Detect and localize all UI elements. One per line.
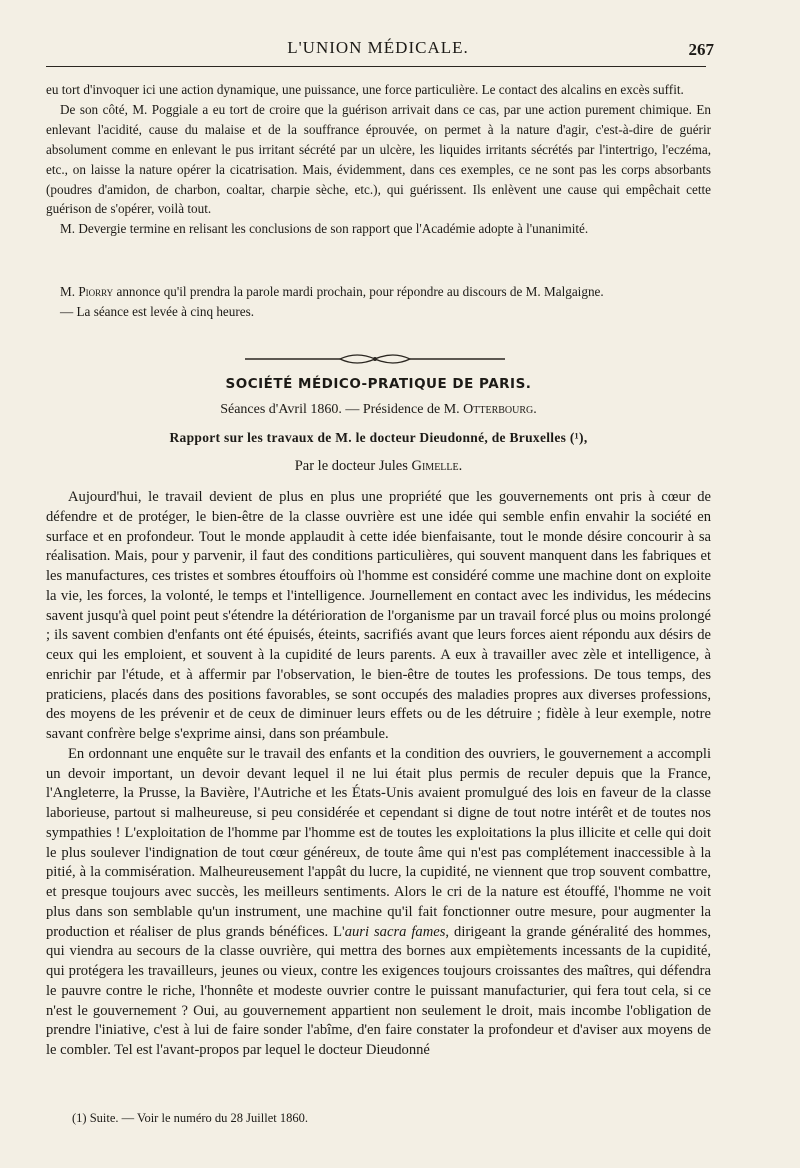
paragraph: eu tort d'invoquer ici une action dynamique, une puissance, une force particulière. Le contact des alcalins en excès suffit. — [46, 82, 684, 97]
president-name: Otterbourg — [463, 402, 534, 417]
paragraph: En ordonnant une enquête sur le travail des enfants et la condition des ouvriers, le gouvernement a accompli un devoir important, un devoir devant lequel il ne lui était plus permis de reculer depuis que la France, l'Angleterre, la Prusse, la Bavière, l'Autriche et les États-Unis avaient promulgué des lois en faveur de la classe laborieuse, partout si malheureuse, si peu considérée et cependant si digne de tout notre intérêt et de toutes nos sympathies ! L'exploitation de l'homme par l'homme est de toutes les exploitations la plus illicite et celle qui doit le plus soulever l'indignation de tout cœur généreux, de toute âme qui n'est pas complétement inaccessible à la pitié, à la commisération. Malheureusement l'appât du lucre, la cupidité, ne viennent que trop souvent combattre, et presque toujours avec succès, les meilleurs sentiments. Alors le cri de la nature est étouffé, l'homme ne voit plus dans son semblable qu'un instrument, une machine qu'il fait fonctionner outre mesure, pour augmenter la production et réaliser de plus grands bénéfices. L'auri sacra fames, dirigeant la grande généralité des hommes, qui viendra au secours de la classe ouvrière, qui mettra des bornes aux empiètements incessants de la cupidité, qui protégera les travailleurs, jeunes ou vieux, contre les exigences toujours croissantes des maîtres, qui défendra le pauvre contre le riche, l'honnête et modeste ouvrier contre le puissant manufacturier, qui fera tout cela, si ce n'est le gouvernement ? Oui, au gouvernement appartient non seulement le droit, mais incombe l'obligation de prendre l'iniative, c'est à lui de faire sonder l'abîme, d'en faire constater la profondeur et d'aviser aux moyens de le combler. Tel est l'avant-propos par lequel le docteur Dieudonné — [46, 745, 711, 1058]
paragraph: Aujourd'hui, le travail devient de plus en plus une propriété que les gouvernements ont pris à cœur de défendre et de protéger, le bien-être de la classe ouvrière est une idée qui semble enfin envahir la société en surface et en profondeur. Tout le monde applaudit à cette idée bienfaisante, tout le monde désire concourir à sa réalisation. Mais, pour y parvenir, il faut des conditions particulières, qui souvent manquent dans les fabriques et les manufactures, ces tristes et sombres étouffoirs où l'homme est considéré comme une machine dont on exploite la vie, les forces, la volonté, le temps et l'intelligence. Journellement en contact avec les individus, les médecins savent jusqu'à quel point peut s'étendre la détérioration de l'organisme par un travail forcé plus ou moins prolongé ; ils savent combien d'enfants ont été épuisés, éteints, sacrifiés avant que leurs forces aient répondu aux désirs de ceux qui les emploient, et souvent à la cupidité de leurs parents. A eux à travailler avec zèle et intelligence, à enrichir par l'étude, et à affermir par l'observation, le bien-être de toutes les professions. De tous temps, des praticiens, placés dans des positions favorables, se sont occupés des maladies propres aux diverses professions, des moyens de les prévenir et de ceux de diminuer leurs effets ou de les détruire ; fidèle à leur exemple, notre savant confrère belge s'exprime ainsi, dans son préambule. — [46, 489, 711, 742]
author-name: Gimelle — [411, 458, 459, 474]
report-author: Par le docteur Jules Gimelle. — [294, 458, 463, 474]
paragraph: M. Devergie termine en relisant les conclusions de son rapport que l'Académie adopte à l'unanimité. — [60, 221, 589, 237]
latin-quote: auri sacra fames — [344, 923, 446, 940]
footnote: (1) Suite. — Voir le numéro du 28 Juillet 1860. — [72, 1111, 308, 1125]
academy-report-end — [46, 80, 711, 239]
report-body — [46, 488, 711, 1061]
running-title: L'UNION MÉDICALE. — [287, 38, 469, 57]
speaker-name: Piorry — [78, 284, 114, 299]
paragraph: M. Piorry annonce qu'il prendra la parole mardi prochain, pour répondre au discours de M. Malgaigne. — [60, 284, 604, 299]
report-title: Rapport sur les travaux de M. le docteur Dieudonné, de Bruxelles (¹), — [169, 430, 588, 445]
page-number: 267 — [688, 40, 714, 59]
academy-announcements — [46, 282, 711, 322]
header-rule — [46, 66, 706, 67]
page-header — [46, 38, 714, 62]
footnote-ref: (¹), — [566, 430, 588, 445]
paragraph: — La séance est levée à cinq heures. — [60, 303, 255, 319]
society-title: SOCIÉTÉ MÉDICO-PRATIQUE DE PARIS. — [225, 376, 532, 392]
ornamental-rule — [245, 350, 505, 368]
session-line: Séances d'Avril 1860. — Présidence de M. Otterbourg. — [220, 402, 537, 417]
paragraph: De son côté, M. Poggiale a eu tort de croire que la guérison arrivait dans ce cas, par une action purement chimique. En enlevant l'acidité, cause du malaise et de la souffrance éprouvée, on permet à la nature d'agir, c'est-à-dire de guérir absolument comme en enlevant le pus irritant sécrété par un ulcère, les liquides irritants sécrétés par l'intertrigo, l'eczéma, etc., on laisse la nature opérer la cicatrisation. Mais, évidemment, dans ces exemples, ce ne sont pas les corps absorbants (poudres d'amidon, de charbon, coaltar, charpie sèche, etc.), qui guérissent. Ils enlèvent une cause qui empêchait cette guérison de s'opérer, voilà tout. — [46, 101, 711, 217]
